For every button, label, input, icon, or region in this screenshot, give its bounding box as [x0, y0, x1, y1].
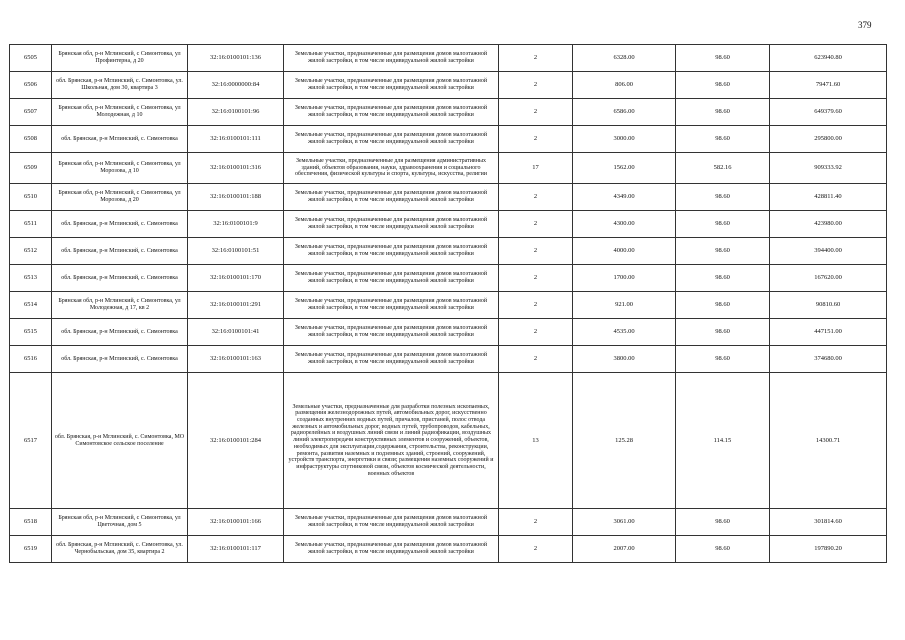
- row-number: 6515: [10, 319, 52, 346]
- table-row: [10, 184, 887, 211]
- land-purpose-cell: Земельные участки, предназначенные для размещения домов малоэтажной жилой застройки, в том числе индивидуальной жилой застройки: [284, 319, 499, 346]
- table-row: [10, 238, 887, 265]
- cadastral-number-cell: 32:16:0100101:316: [188, 153, 284, 184]
- land-purpose-cell: Земельные участки, предназначенные для размещения домов малоэтажной жилой застройки, в том числе индивидуальной жилой застройки: [284, 45, 499, 72]
- table-row: [10, 72, 887, 99]
- rate-cell: 114.15: [676, 373, 770, 509]
- row-number: 6518: [10, 509, 52, 536]
- cadastral-value-cell: 90810.60: [770, 292, 887, 319]
- group-cell: 2: [499, 265, 573, 292]
- area-cell: 3000.00: [573, 126, 676, 153]
- cadastral-number-cell: 32:16:0100101:117: [188, 536, 284, 563]
- cadastral-value-table: [9, 44, 887, 563]
- area-cell: 4000.00: [573, 238, 676, 265]
- land-purpose-cell: Земельные участки, предназначенные для разработки полезных ископаемых, размещения железнодорожных путей, автомобильных дорог, искусственно созданных внутренних водных путей, причалов, пристаней, полос отвода железных и автомобильных дорог, водных путей, трубопроводов, кабельных, радиорелейных и воздушных линий связи и линий радиофикации, воздушных линий электропередачи конструктивных элементов и сооружений, объектов, необходимых для эксплуатации,содержания, строительства, реконструкции, ремонта, развития наземных и подземных зданий, строений, сооружений, устройств транспорта, энергетики и связи; размещения наземных сооружений и инфраструктуры спутниковой связи, объектов космической деятельности, военных объектов: [284, 373, 499, 509]
- rate-cell: 98.60: [676, 72, 770, 99]
- area-cell: 921.00: [573, 292, 676, 319]
- table-row: [10, 346, 887, 373]
- area-cell: 4535.00: [573, 319, 676, 346]
- row-number: 6509: [10, 153, 52, 184]
- land-purpose-cell: Земельные участки, предназначенные для размещения домов малоэтажной жилой застройки, в том числе индивидуальной жилой застройки: [284, 184, 499, 211]
- address-cell: обл. Брянская, р-н Мглинский, с. Симонтовка: [52, 126, 188, 153]
- rate-cell: 98.60: [676, 346, 770, 373]
- cadastral-value-cell: 428811.40: [770, 184, 887, 211]
- address-cell: Брянская обл, р-н Мглинский, с Симонтовка, ул Профинтерна, д 20: [52, 45, 188, 72]
- page-number: 379: [858, 20, 872, 30]
- cadastral-value-cell: 197890.20: [770, 536, 887, 563]
- group-cell: 2: [499, 126, 573, 153]
- table-body: [10, 45, 887, 563]
- table-row: [10, 292, 887, 319]
- row-number: 6508: [10, 126, 52, 153]
- rate-cell: 98.60: [676, 292, 770, 319]
- cadastral-number-cell: 32:16:0000000:84: [188, 72, 284, 99]
- land-purpose-cell: Земельные участки, предназначенные для размещения домов малоэтажной жилой застройки, в том числе индивидуальной жилой застройки: [284, 536, 499, 563]
- land-purpose-cell: Земельные участки, предназначенные для размещения домов малоэтажной жилой застройки, в том числе индивидуальной жилой застройки: [284, 238, 499, 265]
- cadastral-value-cell: 909333.92: [770, 153, 887, 184]
- cadastral-value-cell: 649379.60: [770, 99, 887, 126]
- address-cell: обл. Брянская, р-н Мглинский, с. Симонтовка: [52, 346, 188, 373]
- row-number: 6512: [10, 238, 52, 265]
- cadastral-number-cell: 32:16:0100101:111: [188, 126, 284, 153]
- group-cell: 2: [499, 184, 573, 211]
- table-row: [10, 211, 887, 238]
- rate-cell: 98.60: [676, 265, 770, 292]
- address-cell: Брянская обл, р-н Мглинский, с Симонтовка, ул Морозова, д 10: [52, 153, 188, 184]
- rate-cell: 98.60: [676, 319, 770, 346]
- row-number: 6511: [10, 211, 52, 238]
- rate-cell: 98.60: [676, 45, 770, 72]
- cadastral-value-cell: 79471.60: [770, 72, 887, 99]
- rate-cell: 98.60: [676, 509, 770, 536]
- area-cell: 3800.00: [573, 346, 676, 373]
- rate-cell: 98.60: [676, 211, 770, 238]
- land-purpose-cell: Земельные участки, предназначенные для размещения домов малоэтажной жилой застройки, в том числе индивидуальной жилой застройки: [284, 126, 499, 153]
- cadastral-number-cell: 32:16:0100101:41: [188, 319, 284, 346]
- cadastral-value-cell: 423980.00: [770, 211, 887, 238]
- cadastral-value-cell: 447151.00: [770, 319, 887, 346]
- cadastral-number-cell: 32:16:0100101:170: [188, 265, 284, 292]
- address-cell: обл. Брянская, р-н Мглинский, с. Симонтовка, ул. Школьная, дом 30, квартира 3: [52, 72, 188, 99]
- land-purpose-cell: Земельные участки, предназначенные для размещения домов малоэтажной жилой застройки, в том числе индивидуальной жилой застройки: [284, 265, 499, 292]
- cadastral-number-cell: 32:16:0100101:51: [188, 238, 284, 265]
- address-cell: обл. Брянская, р-н Мглинский, с. Симонтовка, МО Симонтовское сельское поселение: [52, 373, 188, 509]
- row-number: 6517: [10, 373, 52, 509]
- cadastral-number-cell: 32:16:0100101:136: [188, 45, 284, 72]
- table-row: [10, 99, 887, 126]
- rate-cell: 582.16: [676, 153, 770, 184]
- area-cell: 1562.00: [573, 153, 676, 184]
- cadastral-value-cell: 301814.60: [770, 509, 887, 536]
- land-purpose-cell: Земельные участки, предназначенные для размещения домов малоэтажной жилой застройки, в том числе индивидуальной жилой застройки: [284, 509, 499, 536]
- land-purpose-cell: Земельные участки, предназначенные для размещения домов малоэтажной жилой застройки, в том числе индивидуальной жилой застройки: [284, 72, 499, 99]
- address-cell: Брянская обл, р-н Мглинский, с Симонтовка, ул Цветочная, дом 5: [52, 509, 188, 536]
- cadastral-number-cell: 32:16:0100101:9: [188, 211, 284, 238]
- land-purpose-cell: Земельные участки, предназначенные для размещения домов малоэтажной жилой застройки, в том числе индивидуальной жилой застройки: [284, 99, 499, 126]
- row-number: 6519: [10, 536, 52, 563]
- address-cell: обл. Брянская, р-н Мглинский, с. Симонтовка: [52, 319, 188, 346]
- cadastral-number-cell: 32:16:0100101:284: [188, 373, 284, 509]
- address-cell: обл. Брянская, р-н Мглинский, с. Симонтовка, ул. Чернобыльская, дом 35, квартира 2: [52, 536, 188, 563]
- row-number: 6505: [10, 45, 52, 72]
- cadastral-value-cell: 374680.00: [770, 346, 887, 373]
- area-cell: 4349.00: [573, 184, 676, 211]
- group-cell: 2: [499, 346, 573, 373]
- row-number: 6516: [10, 346, 52, 373]
- cadastral-value-cell: 394400.00: [770, 238, 887, 265]
- group-cell: 2: [499, 509, 573, 536]
- group-cell: 2: [499, 536, 573, 563]
- rate-cell: 98.60: [676, 536, 770, 563]
- area-cell: 806.00: [573, 72, 676, 99]
- group-cell: 13: [499, 373, 573, 509]
- row-number: 6507: [10, 99, 52, 126]
- area-cell: 6328.00: [573, 45, 676, 72]
- table-row: [10, 509, 887, 536]
- area-cell: 4300.00: [573, 211, 676, 238]
- row-number: 6510: [10, 184, 52, 211]
- row-number: 6513: [10, 265, 52, 292]
- area-cell: 125.28: [573, 373, 676, 509]
- cadastral-number-cell: 32:16:0100101:163: [188, 346, 284, 373]
- rate-cell: 98.60: [676, 99, 770, 126]
- table-row: [10, 373, 887, 509]
- address-cell: обл. Брянская, р-н Мглинский, с. Симонтовка: [52, 211, 188, 238]
- cadastral-value-cell: 623940.80: [770, 45, 887, 72]
- address-cell: Брянская обл, р-н Мглинский, с Симонтовка, ул Молодежная, д 17, кв 2: [52, 292, 188, 319]
- group-cell: 2: [499, 211, 573, 238]
- address-cell: Брянская обл, р-н Мглинский, с Симонтовка, ул Молодежная, д 10: [52, 99, 188, 126]
- area-cell: 2007.00: [573, 536, 676, 563]
- land-purpose-cell: Земельные участки, предназначенные для размещения домов малоэтажной жилой застройки, в том числе индивидуальной жилой застройки: [284, 211, 499, 238]
- rate-cell: 98.60: [676, 126, 770, 153]
- group-cell: 2: [499, 319, 573, 346]
- group-cell: 2: [499, 99, 573, 126]
- cadastral-value-cell: 167620.00: [770, 265, 887, 292]
- table-row: [10, 319, 887, 346]
- land-purpose-cell: Земельные участки, предназначенные для размещения домов малоэтажной жилой застройки, в том числе индивидуальной жилой застройки: [284, 292, 499, 319]
- cadastral-number-cell: 32:16:0100101:166: [188, 509, 284, 536]
- cadastral-value-cell: 14300.71: [770, 373, 887, 509]
- table-row: [10, 265, 887, 292]
- area-cell: 6586.00: [573, 99, 676, 126]
- area-cell: 3061.00: [573, 509, 676, 536]
- group-cell: 2: [499, 45, 573, 72]
- group-cell: 17: [499, 153, 573, 184]
- cadastral-value-cell: 295800.00: [770, 126, 887, 153]
- address-cell: Брянская обл, р-н Мглинский, с Симонтовка, ул Морозова, д 20: [52, 184, 188, 211]
- rate-cell: 98.60: [676, 184, 770, 211]
- group-cell: 2: [499, 72, 573, 99]
- address-cell: обл. Брянская, р-н Мглинский, с. Симонтовка: [52, 265, 188, 292]
- table-row: [10, 153, 887, 184]
- group-cell: 2: [499, 292, 573, 319]
- land-purpose-cell: Земельные участки, предназначенные для размещения административных зданий, объектов образования, науки, здравоохранения и социального обеспечения, физической культуры и спорта, культуры, искусства, религии: [284, 153, 499, 184]
- row-number: 6514: [10, 292, 52, 319]
- area-cell: 1700.00: [573, 265, 676, 292]
- table-row: [10, 536, 887, 563]
- cadastral-number-cell: 32:16:0100101:96: [188, 99, 284, 126]
- cadastral-number-cell: 32:16:0100101:188: [188, 184, 284, 211]
- table-row: [10, 126, 887, 153]
- rate-cell: 98.60: [676, 238, 770, 265]
- address-cell: обл. Брянская, р-н Мглинский, с. Симонтовка: [52, 238, 188, 265]
- group-cell: 2: [499, 238, 573, 265]
- table-row: [10, 45, 887, 72]
- row-number: 6506: [10, 72, 52, 99]
- cadastral-number-cell: 32:16:0100101:291: [188, 292, 284, 319]
- land-purpose-cell: Земельные участки, предназначенные для размещения домов малоэтажной жилой застройки, в том числе индивидуальной жилой застройки: [284, 346, 499, 373]
